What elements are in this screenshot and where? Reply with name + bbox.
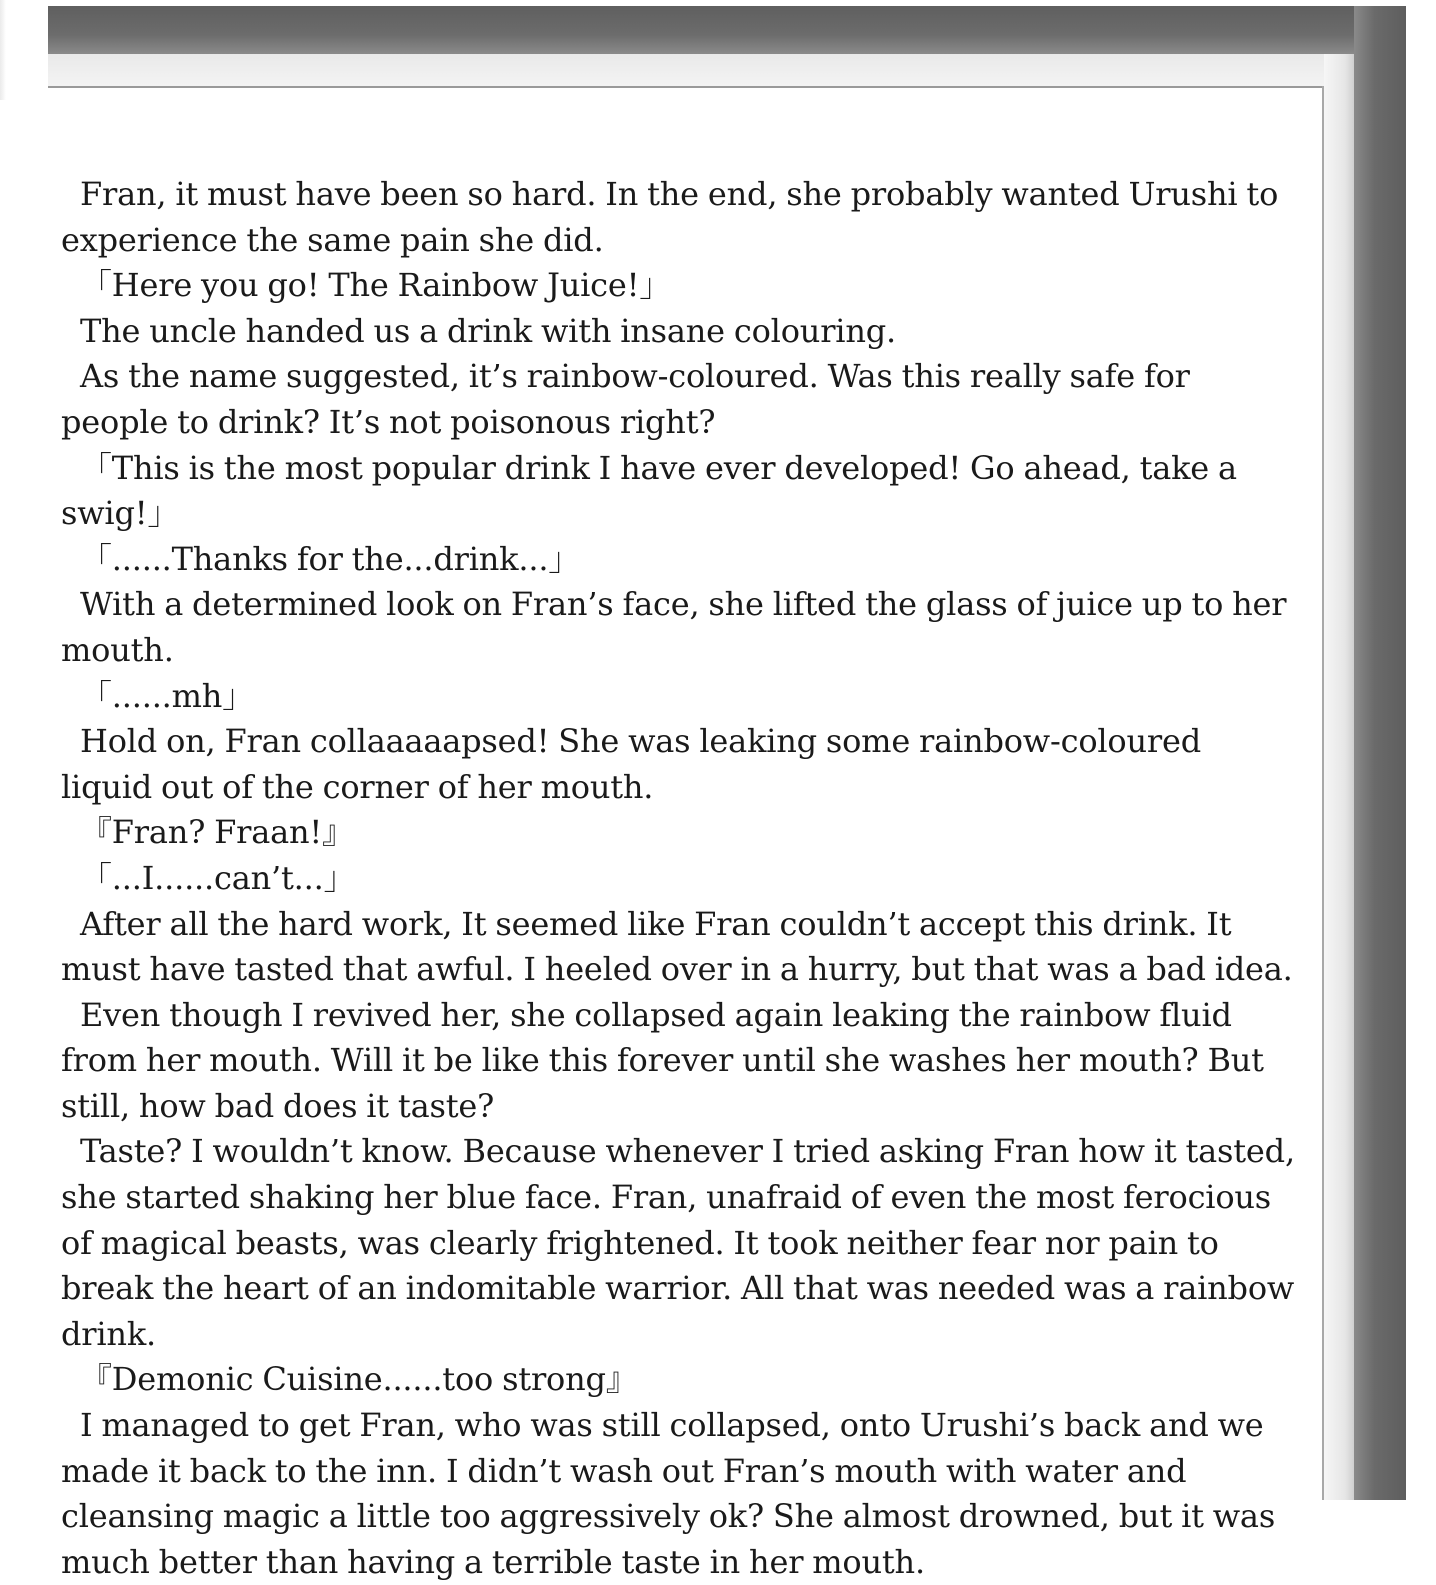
paragraph-6: After all the hard work, It seemed like Fran couldn’t accept this drink. It must have tasted that awful. I heeled over in a hurry, but that was a bad idea. (61, 904, 1293, 989)
left-scan-edge (0, 0, 6, 100)
top-frame-inner-border (48, 54, 1352, 88)
top-frame-rule (48, 86, 1324, 88)
paragraph-2: The uncle handed us a drink with insane colouring. (80, 311, 896, 350)
right-frame-inner-border (1324, 54, 1354, 1500)
dialogue-6: 「...I......can’t...」 (80, 858, 356, 897)
page-body-text (61, 172, 1301, 1585)
top-frame-border (48, 6, 1406, 54)
dialogue-2: 「This is the most popular drink I have ever developed! Go ahead, take a swig!」 (61, 448, 1237, 533)
dialogue-1: 「Here you go! The Rainbow Juice!」 (80, 266, 672, 305)
right-frame-border (1354, 6, 1406, 1500)
paragraph-4: With a determined look on Fran’s face, she lifted the glass of juice up to her mouth. (61, 585, 1287, 669)
paragraph-8: Taste? I wouldn’t know. Because whenever I tried asking Fran how it tasted, she started shaking her blue face. Fran, unafraid of even the most ferocious of magical beasts, was clearly frightened. It took neither fear nor pain to break the heart of an indomitable warrior. All that was needed was a rainbow drink. (61, 1132, 1295, 1353)
dialogue-7: 『Demonic Cuisine......too strong』 (80, 1360, 638, 1399)
dialogue-5: 『Fran? Fraan!』 (80, 813, 354, 852)
right-frame-rule (1322, 86, 1324, 1500)
paragraph-5: Hold on, Fran collaaaaapsed! She was leaking some rainbow-coloured liquid out of the corner of her mouth. (61, 722, 1202, 806)
paragraph-3: As the name suggested, it’s rainbow-coloured. Was this really safe for people to drink? It’s not poisonous right? (61, 357, 1190, 441)
dialogue-4: 「......mh」 (80, 676, 254, 715)
paragraph-7: Even though I revived her, she collapsed again leaking the rainbow fluid from her mouth. Will it be like this forever until she washes her mouth? But still, how bad does it taste? (61, 995, 1264, 1125)
paragraph-9: I managed to get Fran, who was still collapsed, onto Urushi’s back and we made it back to the inn. I didn’t wash out Fran’s mouth with water and cleansing magic a little too aggressively ok? She almost drowned, but it was much better than having a terrible taste in her mouth. (61, 1406, 1276, 1581)
dialogue-3: 「......Thanks for the...drink...」 (80, 539, 581, 578)
paragraph-1: Fran, it must have been so hard. In the end, she probably wanted Urushi to experience the same pain she did. (61, 175, 1279, 259)
